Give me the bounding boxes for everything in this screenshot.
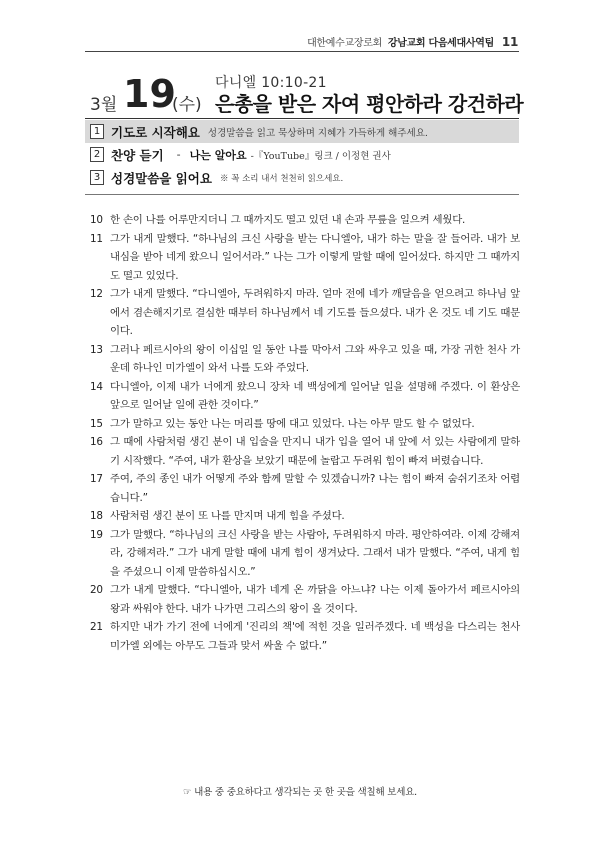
date-day: 19 <box>123 72 176 116</box>
verse-text: 그 때에 사람처럼 생긴 분이 내 입술을 만지니 내가 입을 열어 내 앞에 서 있는 사람에게 말하기 시작했다. “주여, 내가 환상을 보았기 때문에 놀랍고 두려워 힘이 빠져 버렸습니다. <box>110 436 520 467</box>
verse-text: 한 손이 나를 어루만지더니 그 때까지도 떨고 있던 내 손과 무릎을 일으켜 세웠다. <box>110 214 466 226</box>
date-weekday: (수) <box>172 95 202 115</box>
verse-number: 18 <box>90 510 103 522</box>
verse-text: 다니엘아, 이제 내가 너에게 왔으니 장차 네 백성에게 일어날 일을 설명해 주겠다. 이 환상은 앞으로 일어날 일에 관한 것이다.” <box>110 380 520 411</box>
verse-number: 15 <box>90 417 103 430</box>
verse-text: 그러나 페르시아의 왕이 이십일 일 동안 나를 막아서 그와 싸우고 있을 때, 가장 귀한 천사 가운데 하나인 미가엘이 와서 나를 도와 주었다. <box>110 343 520 374</box>
page-number: 11 <box>501 35 518 49</box>
verse-text: 그가 내게 말했다. “다니엘아, 내가 네게 온 까닭을 아느냐? 나는 이제 돌아가서 페르시아의 왕과 싸워야 한다. 내가 나가면 그리스의 왕이 올 것이다. <box>110 584 520 615</box>
page-header <box>307 34 518 49</box>
passage-reference: 다니엘 10:10-21 <box>215 75 327 91</box>
steps-list <box>85 120 519 189</box>
verse <box>90 230 520 286</box>
verse-text: 그가 말하고 있는 동안 나는 머리를 땅에 대고 있었다. 나는 아무 말도 할 수 없었다. <box>110 417 475 430</box>
verse-number: 20 <box>90 584 103 596</box>
step-note: ※ 꼭 소리 내서 천천히 읽으세요. <box>219 173 344 184</box>
church-team-name: 강남교회 다음세대사역팀 <box>387 38 494 49</box>
steps-divider <box>85 194 519 195</box>
verse <box>90 470 520 507</box>
verse <box>90 415 520 434</box>
step-praise <box>85 143 519 166</box>
verse-number: 16 <box>90 436 103 448</box>
verse-text: 그가 내게 말했다. “다니엘아, 두려워하지 마라. 얼마 전에 네가 깨달음을 얻으려고 하나님 앞에서 겸손해지기로 결심한 때부터 하나님께서 네 기도를 들으셨다. 내가 온 것도 네 기도 때문이다. <box>110 288 520 337</box>
verse <box>90 211 520 230</box>
verse-text: 하지만 내가 가기 전에 너에게 '진리의 책'에 적힌 것을 일러주겠다. 네 백성을 다스리는 천사 미가엘 외에는 아무도 그들과 맞서 싸울 수 없다.” <box>110 621 520 652</box>
youtube-link[interactable]: -『YouTube』링크 / 이정현 권사 <box>250 150 391 162</box>
verse <box>90 433 520 470</box>
verse-number: 13 <box>90 343 103 356</box>
verse-text: 주여, 주의 종인 내가 어떻게 주와 함께 말할 수 있겠습니까? 나는 힘이 빠져 숨쉬기조차 어렵습니다.” <box>110 473 520 504</box>
verse-number: 17 <box>90 473 103 485</box>
verse <box>90 526 520 582</box>
verse-number: 21 <box>90 621 103 633</box>
verse <box>90 618 520 655</box>
verse-text: 그가 내게 말했다. “하나님의 크신 사랑을 받는 다니엘아, 내가 하는 말을 잘 들어라. 내가 보내심을 받아 네게 왔으니 일어서라.” 나는 그가 이렇게 말할 때에 일어섰다. 하지만 그 때까지도 떨고 있었다. <box>110 232 520 282</box>
verse-number: 14 <box>90 380 103 393</box>
verse-number: 19 <box>90 528 103 541</box>
scripture-verses <box>90 211 520 655</box>
verse <box>90 285 520 341</box>
step-name: 기도로 시작해요 <box>111 124 200 140</box>
verse-number: 10 <box>90 214 103 226</box>
header-divider <box>85 51 519 52</box>
step-description: 성경말씀을 읽고 묵상하며 지혜가 가득하게 해주세요. <box>207 127 428 139</box>
step-reading <box>85 166 519 189</box>
verse <box>90 581 520 618</box>
step-number-box: 2 <box>90 147 104 162</box>
page-title: 은총을 받은 자여 평안하라 강건하라 <box>215 92 524 116</box>
verse-number: 11 <box>90 232 103 245</box>
step-prayer <box>85 120 519 143</box>
step-number-box: 3 <box>90 170 104 185</box>
verse-number: 12 <box>90 288 103 300</box>
step-name: 찬양 듣기 <box>111 147 164 163</box>
verse-text: 사람처럼 생긴 분이 또 나를 만지며 내게 힘을 주셨다. <box>110 510 345 522</box>
verse <box>90 341 520 378</box>
date-month: 3월 <box>90 95 118 115</box>
footer-instruction: ☞ 내용 중 중요하다고 생각되는 곳 한 곳을 색칠해 보세요. <box>182 787 417 798</box>
song-title: 나는 알아요 <box>189 148 247 162</box>
title-divider <box>85 118 519 119</box>
verse <box>90 378 520 415</box>
step-name: 성경말씀을 읽어요 <box>111 170 212 186</box>
organization-name: 대한예수교장로회 <box>307 38 382 49</box>
verse-text: 그가 말했다. “하나님의 크신 사랑을 받는 사람아, 두려워하지 마라. 평안하여라. 이제 강해져라, 강해져라.” 그가 내게 말할 때에 내게 힘이 생겨났다. 그래서 내가 말했다. “주여, 내게 힘을 주셨으니 이제 말씀하십시오.” <box>110 528 520 578</box>
step-separator: - <box>176 148 181 161</box>
verse <box>90 507 520 526</box>
step-number-box: 1 <box>90 124 104 139</box>
